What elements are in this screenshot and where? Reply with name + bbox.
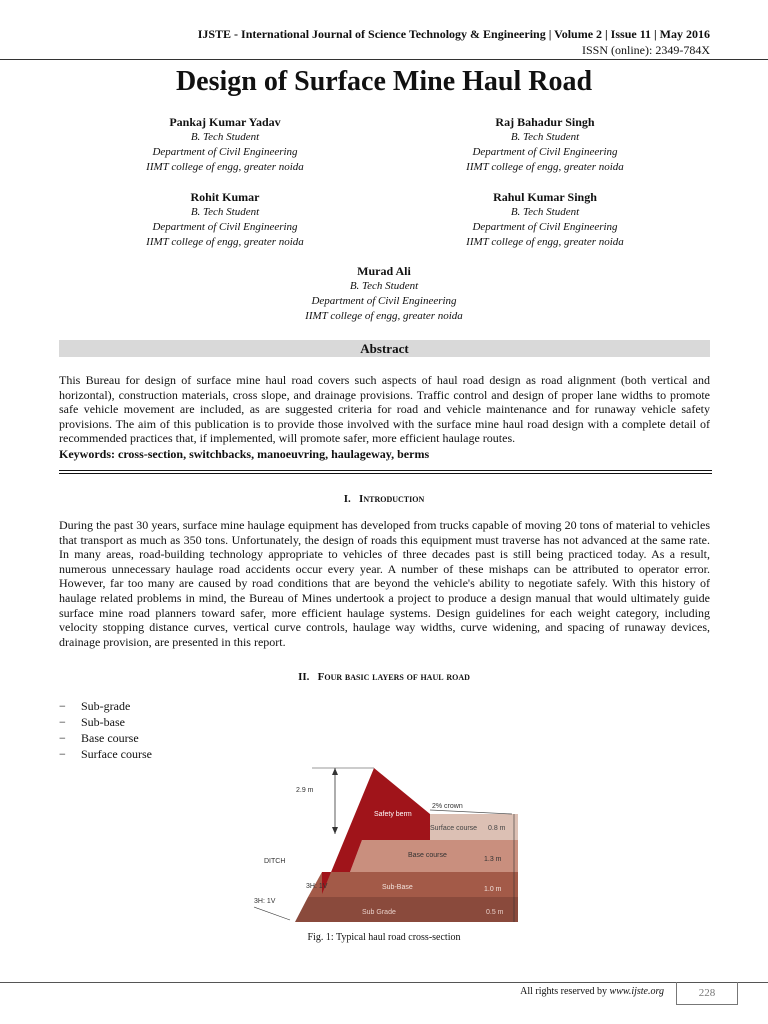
crown-label: 2% crown — [432, 803, 463, 810]
author-dept: Department of Civil Engineering — [311, 295, 457, 307]
ditch-slope-line — [254, 907, 290, 920]
crown-line — [430, 810, 512, 814]
site-link[interactable]: www.ijste.org — [609, 986, 664, 997]
abstract-heading: Abstract — [59, 340, 710, 357]
list-item — [59, 746, 152, 762]
author-college: IIMT college of engg, greater noida — [305, 310, 463, 322]
ditch-label: DITCH — [264, 858, 286, 865]
author-block — [80, 115, 370, 175]
list-item-label: Base course — [81, 731, 139, 745]
arrow-up-icon — [332, 768, 338, 775]
author-block — [400, 190, 690, 250]
author-name: Rahul Kumar Singh — [493, 190, 597, 204]
abstract-rule — [59, 470, 712, 471]
author-role: B. Tech Student — [190, 131, 260, 143]
journal-header: IJSTE - International Journal of Science Technology & Engineering | Volume 2 | Issue 11 | May 2016 — [197, 27, 710, 41]
list-item-label: Sub-base — [81, 715, 125, 729]
dash-marker: − — [59, 699, 66, 713]
subgrade-layer — [295, 897, 518, 922]
subbase-thickness: 1.0 m — [484, 886, 502, 893]
section-number: II. — [298, 671, 310, 683]
footer-rule — [0, 982, 768, 983]
header-rule — [0, 59, 768, 60]
list-item-label: Sub-grade — [81, 699, 131, 713]
author-name: Pankaj Kumar Yadav — [169, 115, 281, 129]
berm-label: Safety berm — [374, 811, 412, 818]
dash-marker: − — [59, 747, 66, 761]
author-dept: Department of Civil Engineering — [152, 221, 298, 233]
list-item-label: Surface course — [81, 747, 152, 761]
author-role: B. Tech Student — [510, 206, 580, 218]
author-dept: Department of Civil Engineering — [152, 146, 298, 158]
section-number: I. — [343, 493, 351, 505]
rights-text: All rights reserved by — [520, 986, 608, 997]
abstract-rule — [59, 473, 712, 474]
author-college: IIMT college of engg, greater noida — [466, 161, 624, 173]
author-dept: Department of Civil Engineering — [472, 221, 618, 233]
section-title: Four basic layers of haul road — [317, 671, 470, 683]
author-name: Rohit Kumar — [190, 190, 260, 204]
base-label: Base course — [408, 852, 447, 859]
subgrade-label: Sub Grade — [362, 909, 396, 916]
author-block — [80, 190, 370, 250]
slope-label: 3H: 1V — [254, 898, 276, 905]
introduction-text: During the past 30 years, surface mine haulage equipment has developed from trucks capable of moving 20 tons of material to vehicles that transport as much as 350 tons. Unfortunately, the design of roads this equipment must traverse has not advanced at the same rate. In many areas, road-building technology appropriate to vehicles of three decades past is still being practiced today. As a result, numerous unnecessary haulage road accidents occur every year. A number of these mishaps can be attributed to operator error. However, far too many are caused by road conditions that are beyond the vehicle's ability to negotiate safely. With this history of haulage related problems in mind, the Bureau of Mines undertook a project to produce a design manual that would ultimately guide surface mine road planners toward safer, more efficient haulage systems. Design guidelines for each weight category, including velocity stopping distance curves, vertical curve controls, haulage way widths, curve widening, and spacing of runaway devices, drainage provision, are presented in this report. — [59, 518, 710, 649]
keywords: Keywords: cross-section, switchbacks, manoeuvring, haulageway, berms — [59, 447, 430, 461]
author-role: B. Tech Student — [349, 280, 419, 292]
list-item — [59, 730, 152, 746]
author-block — [400, 115, 690, 175]
author-college: IIMT college of engg, greater noida — [466, 236, 624, 248]
author-block — [239, 264, 529, 324]
section-heading-introduction — [0, 493, 768, 505]
surface-thickness: 0.8 m — [488, 825, 506, 832]
page-number: 228 — [676, 982, 738, 1005]
author-role: B. Tech Student — [510, 131, 580, 143]
author-role: B. Tech Student — [190, 206, 260, 218]
subbase-label: Sub-Base — [382, 884, 413, 891]
issn: ISSN (online): 2349-784X — [582, 43, 710, 57]
dash-marker: − — [59, 715, 66, 729]
author-college: IIMT college of engg, greater noida — [146, 161, 304, 173]
surface-label: Surface course — [430, 825, 478, 832]
list-item — [59, 698, 152, 714]
layer-list — [59, 698, 152, 762]
section-heading-layers — [0, 671, 768, 683]
paper-title: Design of Surface Mine Haul Road — [175, 66, 593, 97]
author-dept: Department of Civil Engineering — [472, 146, 618, 158]
subgrade-thickness: 0.5 m — [486, 909, 504, 916]
subbase-layer — [308, 872, 518, 897]
height-label: 2.9 m — [296, 787, 314, 794]
abstract-text: This Bureau for design of surface mine haul road covers such aspects of haul road design as road alignment (both vertical and horizontal), construction materials, cross slope, and drainage provisions. Traffic control and design of proper lane widths to promote safe vehicle movement are included, as are suggested criteria for road and vehicle maintenance and for runaway vehicle safety provisions. The aim of this publication is to provide those involved with the surface mine haul road design with a complete detail of recommended practices that, if implemented, will promote safer, more efficient haulage routes. — [59, 373, 710, 446]
footer-rights — [520, 986, 664, 997]
author-name: Murad Ali — [357, 264, 411, 278]
haul-road-cross-section-figure — [250, 762, 525, 928]
dash-marker: − — [59, 731, 66, 745]
base-thickness: 1.3 m — [484, 856, 502, 863]
slope-label: 3H: 1V — [306, 883, 328, 890]
arrow-down-icon — [332, 827, 338, 834]
author-name: Raj Bahadur Singh — [495, 115, 595, 129]
figure-caption: Fig. 1: Typical haul road cross-section — [307, 932, 461, 943]
section-title: Introduction — [359, 493, 425, 505]
list-item — [59, 714, 152, 730]
author-college: IIMT college of engg, greater noida — [146, 236, 304, 248]
